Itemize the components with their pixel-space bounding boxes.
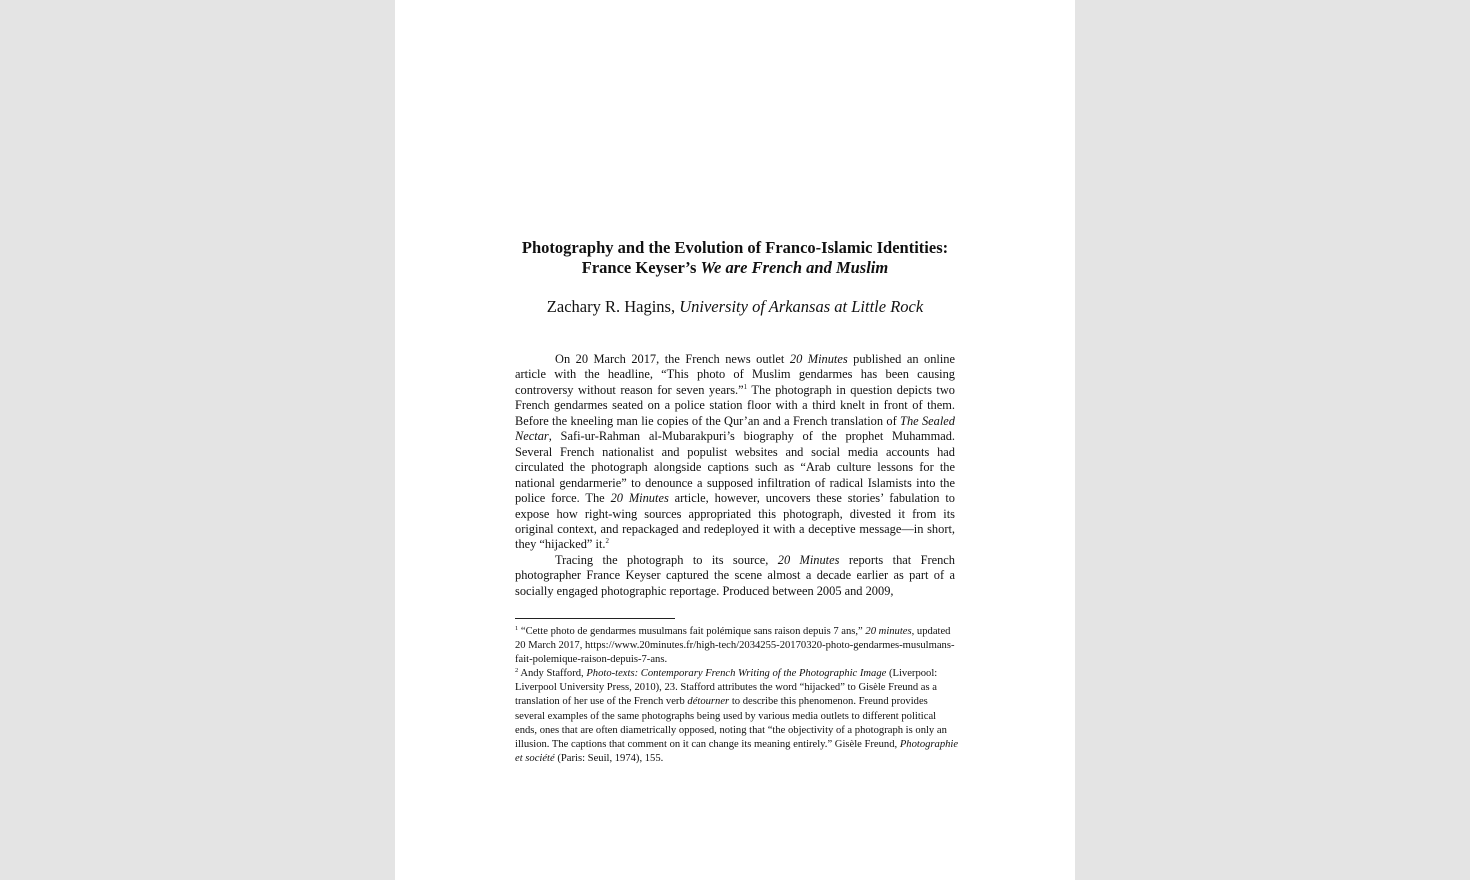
footnote-2-italic-b: détourner [687, 696, 730, 708]
paragraph-1-text-d: , Safi-ur-Rahman al-Mubarakpuri’s biography of the prophet Muhammad. Several French nationalist and populist websites and social media accounts had circulated the photograph alongside captions such as “Arab culture lessons for the national gendarmerie” to denounce a supposed infiltration of radical Islamists into the police force. The [515, 429, 955, 506]
title-line-2-prefix: France Keyser’s [581, 258, 701, 277]
footnote-separator [515, 618, 675, 619]
footnote-2-italic-c: Photographie et société [515, 738, 959, 764]
footnote-1-text-b: , updated 20 March 2017, https://www.20minutes.fr/high-tech/2034255-20170320-photo-gendarmes-musulmans-fait-polemique-raison-depuis-7-ans. [515, 626, 955, 666]
paragraph-2-text-b: reports that French photographer France Keyser captured the scene almost a decade earlier as part of a socially engaged photographic reportage. Produced between 2005 and 2009, [515, 552, 955, 598]
paragraph-1-text-b: published an online article with the headline, “This photo of Muslim gendarmes has been causing controversy without reason for seven years.” [515, 352, 955, 397]
title-line-1: Photography and the Evolution of Franco-Islamic Identities: [521, 238, 949, 257]
footnote-1-text-a: “Cette photo de gendarmes musulmans fait polémique sans raison depuis 7 ans,” [518, 626, 866, 637]
footnotes [515, 625, 960, 766]
footnote-2-text-a: Andy Stafford, [518, 668, 587, 680]
paragraph-1 [515, 352, 955, 553]
paragraph-1-italic-c: 20 Minutes [610, 491, 669, 506]
author-name: Zachary R. Hagins, [546, 297, 680, 316]
paragraph-2-italic-a: 20 Minutes [777, 552, 840, 567]
footnote-2-italic-a: Photo-texts: Contemporary French Writing of the Photographic Image [586, 668, 887, 680]
author-line [395, 297, 1075, 317]
footnote-2-text-d: (Paris: Seuil, 1974), 155. [554, 752, 664, 764]
footnote-2-marker: 2 [515, 667, 519, 675]
footnote-ref-1[interactable]: 1 [743, 382, 748, 391]
paragraph-1-text-c: The photograph in question depicts two French gendarmes seated on a police station floor with a third knelt in front of them. Before the kneeling man lie copies of the Qur’an and a French translation of [515, 382, 955, 428]
title-line-2-italic: We are French and Muslim [700, 258, 889, 277]
paragraph-1-italic-b: The Sealed Nectar [515, 413, 955, 444]
paragraph-2 [515, 553, 955, 599]
footnote-2-text-c: to describe this phenomenon. Freund provides several examples of the same photographs being used by various media outlets to different political ends, ones that are often diametrically opposed, noting that “the objectivity of a photograph is only an illusion. The captions that comment on it can change its meaning entirely.” Gisèle Freund, [515, 696, 947, 750]
paragraph-1-text-a: On 20 March 2017, the French news outlet [555, 352, 790, 366]
paragraph-1-italic-a: 20 Minutes [789, 352, 848, 366]
footnote-ref-2[interactable]: 2 [605, 537, 609, 546]
footnote-2 [515, 667, 960, 766]
paper-title [395, 238, 1075, 278]
author-affiliation: University of Arkansas at Little Rock [679, 297, 924, 316]
footnote-1 [515, 625, 960, 667]
footnote-2-text-b: (Liverpool: Liverpool University Press, 2010), 23. Stafford attributes the word “hijacked” to Gisèle Freund as a translation of her use of the French verb [515, 668, 938, 708]
footnote-1-marker: 1 [515, 625, 519, 632]
paragraph-1-text-e: article, however, uncovers these stories’ fabulation to expose how right-wing sources appropriated this photograph, divested it from its original context, and repackaged and redeployed it with a deceptive message—in short, they “hijacked” it. [515, 491, 955, 552]
footnote-1-italic-a: 20 minutes [865, 626, 912, 637]
body-text [515, 352, 955, 602]
paragraph-2-text-a: Tracing the photograph to its source, [555, 552, 778, 567]
document-page [395, 0, 1075, 880]
